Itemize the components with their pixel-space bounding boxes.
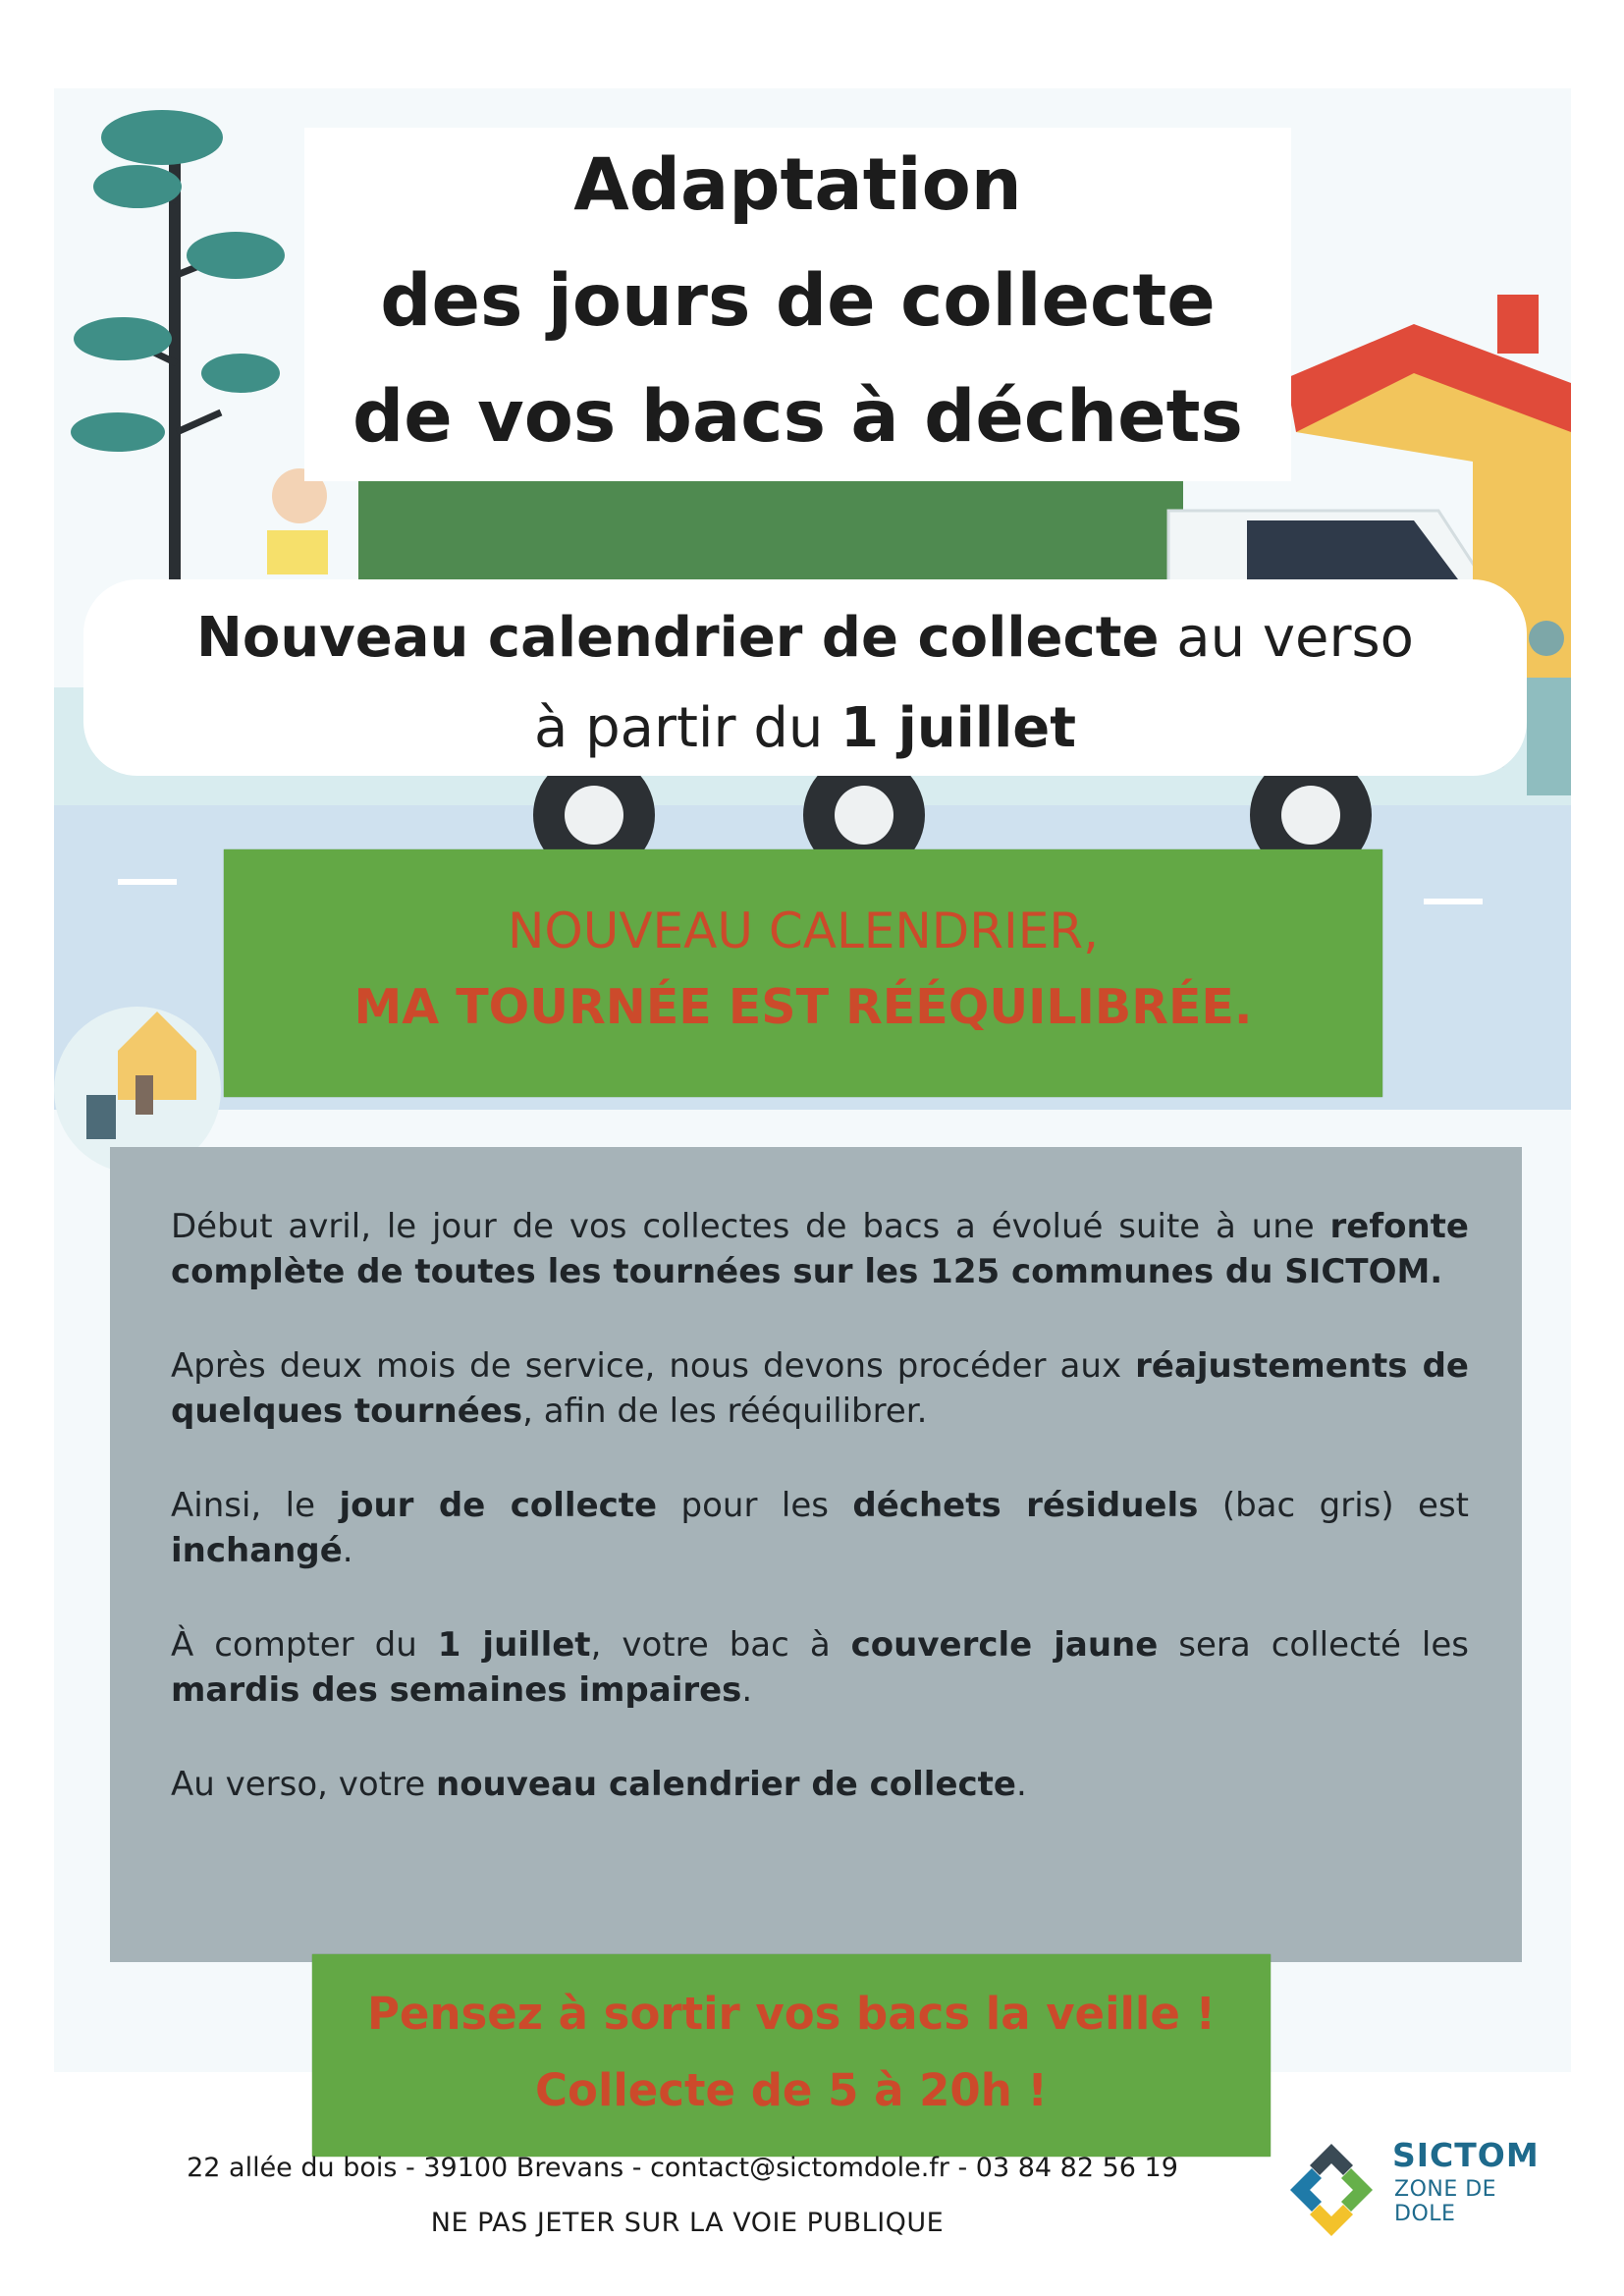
info-text (171, 1204, 1469, 1856)
info-panel (110, 1147, 1522, 1962)
paragraph-3-text-1: Ainsi, le (171, 1486, 340, 1525)
banner-new-calendar (224, 849, 1382, 1097)
paragraph-3 (171, 1483, 1469, 1573)
paragraph-5 (171, 1762, 1469, 1807)
footer-warning: NE PAS JETER SUR LA VOIE PUBLIQUE (430, 2208, 945, 2238)
paragraph-1-text: Début avril, le jour de vos collectes de bacs a évolué suite à une (171, 1207, 1330, 1246)
paragraph-3-bold-2: déchets résiduels (852, 1486, 1199, 1525)
paragraph-2 (171, 1343, 1469, 1434)
subtitle-date: 1 juillet (840, 696, 1077, 760)
title-box (304, 128, 1291, 481)
sictom-logo-icon (1282, 2136, 1380, 2244)
paragraph-4-text-3: sera collecté les (1158, 1625, 1469, 1665)
paragraph-4 (171, 1622, 1469, 1713)
subtitle-bold: Nouveau calendrier de collecte (196, 606, 1160, 670)
footer-address: 22 allée du bois - 39100 Brevans - contact@sictomdole.fr - 03 84 82 56 19 (187, 2153, 1178, 2183)
subtitle-rest: au verso (1159, 606, 1414, 670)
paragraph-5-bold: nouveau calendrier de collecte (435, 1765, 1016, 1804)
subtitle-line-1 (83, 593, 1527, 683)
page-title-line-2: des jours de collecte (380, 259, 1216, 343)
paragraph-4-text-2: , votre bac à (590, 1625, 851, 1665)
paragraph-1 (171, 1204, 1469, 1294)
paragraph-4-text-4: . (741, 1670, 753, 1710)
paragraph-3-text-2: pour les (657, 1486, 853, 1525)
subtitle-box (83, 579, 1527, 776)
paragraph-4-bold-2: couvercle jaune (850, 1625, 1159, 1665)
paragraph-2-text: Après deux mois de service, nous devons procéder aux (171, 1346, 1136, 1386)
paragraph-3-text-4: . (342, 1531, 353, 1570)
paragraph-5-text-1: Au verso, votre (171, 1765, 436, 1804)
paragraph-3-bold-3: inchangé (171, 1531, 343, 1570)
paragraph-2-bold: réajustements de quelques tournées (171, 1346, 1469, 1431)
paragraph-5-text-2: . (1015, 1765, 1027, 1804)
paragraph-4-bold-3: mardis des semaines impaires (171, 1670, 742, 1710)
subtitle-line-2 (83, 683, 1527, 774)
paragraph-1-bold: refonte complète de toutes les tournées sur les 125 communes du SICTOM. (171, 1207, 1469, 1291)
banner-bottom-line-2: Collecte de 5 à 20h ! (535, 2064, 1048, 2116)
banner-top-line-2: MA TOURNÉE EST RÉÉQUILIBRÉE. (353, 979, 1253, 1035)
banner-bottom-line-1-bold: sortir vos bacs la veille ! (603, 1988, 1217, 2040)
page-title-line-1: Adaptation (573, 143, 1022, 227)
paragraph-4-text-1: À compter du (171, 1625, 438, 1665)
paragraph-3-bold-1: jour de collecte (339, 1486, 658, 1525)
paragraph-4-bold-1: 1 juillet (437, 1625, 591, 1665)
banner-bottom-line-1 (312, 1976, 1271, 2052)
paragraph-3-text-3: (bac gris) est (1198, 1486, 1470, 1525)
page-title-line-3: de vos bacs à déchets (352, 375, 1243, 459)
paragraph-2-text-end: , afin de les rééquilibrer. (522, 1392, 928, 1431)
subtitle-date-prefix: à partir du (533, 696, 841, 760)
sictom-logo (1282, 2136, 1538, 2254)
banner-reminder (312, 1954, 1271, 2157)
logo-subtitle: ZONE DE DOLE (1394, 2177, 1497, 2226)
logo-name: SICTOM (1392, 2136, 1540, 2174)
banner-top-line-1: NOUVEAU CALENDRIER, (507, 902, 1100, 959)
banner-bottom-line-1-prefix: Pensez à (366, 1988, 604, 2040)
